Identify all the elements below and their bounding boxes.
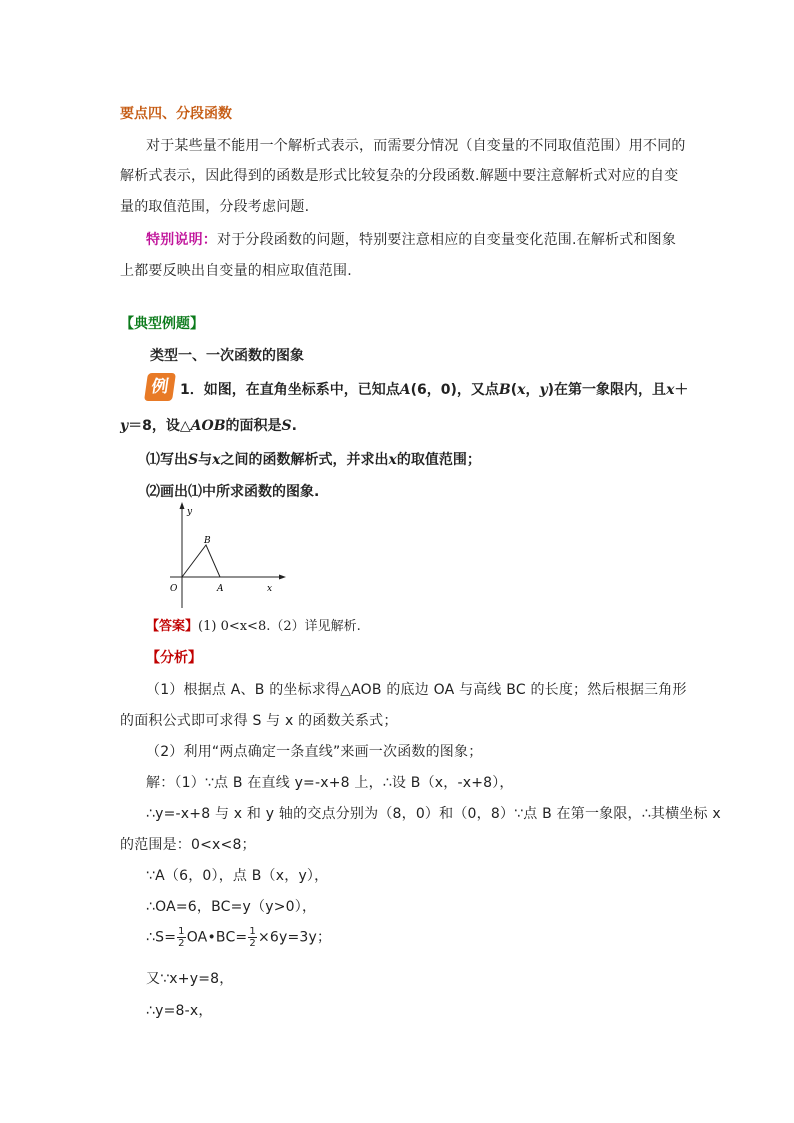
special-note-text: 对于分段函数的问题，特别要注意相应的自变量变化范围.在解析式和图象 — [217, 232, 677, 248]
typical-examples-header: 【典型例题】 — [120, 316, 204, 332]
q-text-4: ， — [525, 382, 540, 398]
label-y: y — [187, 507, 193, 517]
analysis-line-10: 又∵x+y=8， — [146, 971, 234, 987]
frac2-den: 2 — [249, 938, 256, 949]
q2-text-2: 的面积是 — [225, 418, 282, 434]
analysis-line-11: ∴y=8-x， — [146, 1003, 213, 1019]
q-text-2: (6，0)，又点 — [410, 382, 499, 398]
p1-text-c: 之间的函数解析式，并求出 — [220, 452, 389, 468]
analysis-label: 【分析】 — [146, 650, 202, 666]
l9-text-c: ×6y=3y； — [257, 929, 332, 946]
p1-text-d: 的取值范围； — [396, 452, 481, 468]
p1-text-b: 与 — [198, 452, 213, 468]
special-note-label: 特别说明： — [146, 232, 217, 248]
q-text-1: 1．如图，在直角坐标系中，已知点 — [180, 382, 400, 398]
l9-text-b: OA•BC= — [186, 929, 248, 946]
question-line-2 — [120, 415, 297, 435]
l9-text-a: ∴S= — [146, 929, 177, 946]
part-1 — [146, 449, 481, 469]
p1-text-a: ⑴写出 — [146, 452, 188, 468]
label-b: B — [204, 536, 211, 546]
q-point-b: B — [498, 382, 511, 398]
analysis-line-4: 解：（1）∵点 B 在直线 y=-x+8 上，∴设 B（x，-x+8）， — [146, 775, 514, 791]
answer-label: 【答案】 — [146, 619, 199, 634]
q-text-3: ( — [510, 382, 518, 398]
p1-var-x: x — [212, 452, 221, 468]
section-para-line-3: 量的取值范围，分段考虑问题. — [120, 199, 310, 215]
q-text-6: ＋ — [674, 382, 689, 398]
special-note-line-2: 上都要反映出自变量的相应取值范围. — [120, 263, 352, 279]
analysis-line-1: （1）根据点 A、B 的坐标求得△AOB 的底边 OA 与高线 BC 的长度；然后根据三角形 — [146, 682, 687, 698]
p1-var-s: S — [188, 452, 199, 468]
q2-var-s: S — [281, 418, 292, 434]
q-point-a: A — [399, 382, 411, 398]
analysis-line-6: 的范围是：0<x<8； — [120, 837, 256, 853]
part-2: ⑵画出⑴中所求函数的图象. — [146, 484, 320, 500]
coordinate-figure — [160, 500, 290, 610]
q2-var-y: y — [120, 418, 129, 434]
section-para-line-2: 解析式表示，因此得到的函数是形式比较复杂的分段函数.解题中要注意解析式对应的自变 — [120, 168, 679, 184]
analysis-line-3: （2）利用“两点确定一条直线”来画一次函数的图象； — [146, 744, 483, 760]
analysis-line-9 — [146, 926, 331, 949]
special-note-line-1 — [146, 229, 676, 249]
type-title: 类型一、一次函数的图象 — [150, 348, 304, 364]
analysis-line-5: ∴y=-x+8 与 x 和 y 轴的交点分别为（8，0）和（0，8）∵点 B 在第一象限，∴其横坐标 x — [146, 806, 721, 822]
analysis-line-2: 的面积公式即可求得 S 与 x 的函数关系式； — [120, 713, 398, 729]
q-var-x: x — [517, 382, 526, 398]
q2-text-3: . — [291, 418, 297, 434]
q2-aob: AOB — [190, 418, 226, 434]
frac2-num: 1 — [249, 926, 256, 937]
q-var-y: y — [539, 382, 548, 398]
frac1-num: 1 — [178, 926, 185, 937]
question-line-1 — [180, 379, 688, 399]
q2-text-1: ＝8，设△ — [128, 418, 191, 434]
frac1-den: 2 — [178, 938, 185, 949]
analysis-line-7: ∵A（6，0），点 B（x，y）， — [146, 868, 329, 884]
q-text-5: )在第一象限内，且 — [547, 382, 667, 398]
y-axis-arrow — [180, 502, 185, 509]
p1-var-x2: x — [388, 452, 397, 468]
example-badge: 例 — [144, 373, 176, 401]
answer-text: (1) 0<x<8.（2）详见解析. — [198, 619, 361, 634]
fraction-half-1 — [177, 926, 186, 949]
q-var-x2: x — [666, 382, 675, 398]
section-title: 要点四、分段函数 — [120, 106, 232, 122]
answer-line — [146, 615, 361, 634]
x-axis-arrow — [279, 575, 286, 580]
analysis-line-8: ∴OA=6，BC=y（y>0）， — [146, 899, 317, 915]
label-a: A — [217, 584, 224, 594]
triangle-aob — [182, 545, 220, 577]
label-o: O — [170, 584, 178, 594]
fraction-half-2 — [248, 926, 257, 949]
label-x: x — [267, 584, 273, 594]
section-para-line-1: 对于某些量不能用一个解析式表示，而需要分情况（自变量的不同取值范围）用不同的 — [146, 138, 686, 154]
